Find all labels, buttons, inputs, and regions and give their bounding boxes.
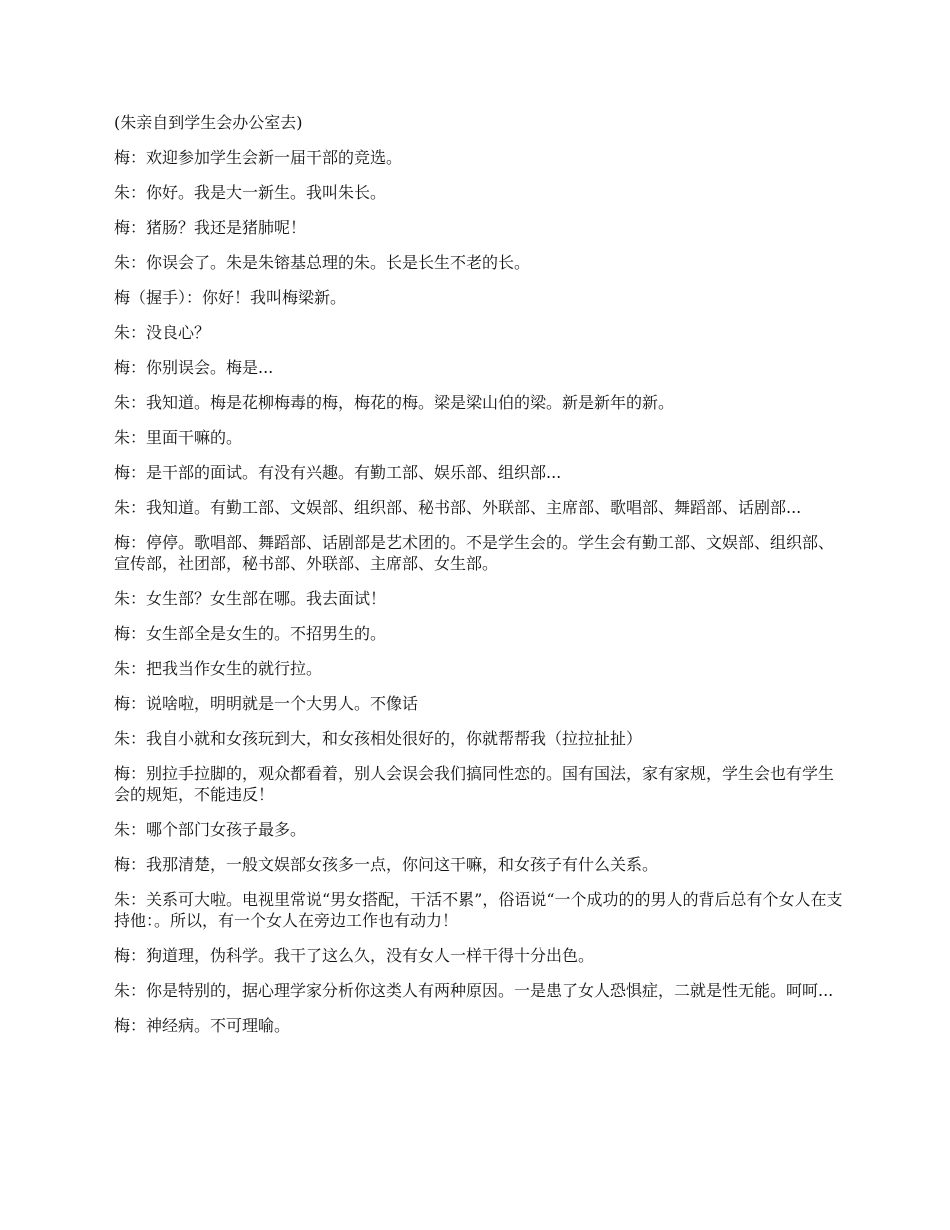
dialogue-line: 朱：我自小就和女孩玩到大，和女孩相处很好的，你就帮帮我（拉拉扯扯） xyxy=(114,729,643,748)
dialogue-line: 梅：你别误会。梅是... xyxy=(114,358,274,377)
dialogue-line: 梅：说啥啦，明明就是一个大男人。不像话 xyxy=(114,694,419,713)
dialogue-line: 朱：里面干嘛的。 xyxy=(114,428,243,447)
stage-direction: (朱亲自到学生会办公室去) xyxy=(114,113,303,132)
dialogue-line: 梅：神经病。不可理喻。 xyxy=(114,1016,291,1035)
dialogue-line: 梅：狗道理，伪科学。我干了这么久，没有女人一样干得十分出色。 xyxy=(114,946,595,965)
dialogue-line: 梅：猪肠？我还是猪肺呢！ xyxy=(114,218,307,237)
dialogue-line: 梅：欢迎参加学生会新一届干部的竞选。 xyxy=(114,148,403,167)
dialogue-line: 朱：你是特别的，据心理学家分析你这类人有两种原因。一是患了女人恐惧症，二就是性无能。呵呵... xyxy=(114,981,834,1000)
dialogue-line: 梅：是干部的面试。有没有兴趣。有勤工部、娱乐部、组织部... xyxy=(114,463,562,482)
dialogue-line: 梅：停停。歌唱部、舞蹈部、话剧部是艺术团的。不是学生会的。学生会有勤工部、文娱部、组织部、宣传部，社团部，秘书部、外联部、主席部、女生部。 xyxy=(114,533,835,573)
dialogue-line: 梅：女生部全是女生的。不招男生的。 xyxy=(114,624,387,643)
dialogue-line: 朱：我知道。梅是花柳梅毒的梅，梅花的梅。梁是梁山伯的梁。新是新年的新。 xyxy=(114,393,675,412)
dialogue-line: 梅：别拉手拉脚的，观众都看着，别人会误会我们搞同性恋的。国有国法，家有家规，学生会也有学生会的规矩，不能违反！ xyxy=(114,764,835,804)
dialogue-line: 朱：没良心？ xyxy=(114,323,211,342)
dialogue-line: 朱：关系可大啦。电视里常说“男女搭配，干活不累”，俗语说“一个成功的的男人的背后总有个女人在支持他：。所以，有一个女人在旁边工作也有动力！ xyxy=(114,890,843,930)
dialogue-line: 朱：你误会了。朱是朱镕基总理的朱。长是长生不老的长。 xyxy=(114,253,531,272)
dialogue-line: 朱：女生部？女生部在哪。我去面试！ xyxy=(114,589,387,608)
document-body xyxy=(114,112,844,1050)
dialogue-line: 朱：我知道。有勤工部、文娱部、组织部、秘书部、外联部、主席部、歌唱部、舞蹈部、话剧部... xyxy=(114,498,802,517)
dialogue-line: 朱：把我当作女生的就行拉。 xyxy=(114,659,323,678)
dialogue-line: 朱：哪个部门女孩子最多。 xyxy=(114,820,307,839)
dialogue-line: 朱：你好。我是大一新生。我叫朱长。 xyxy=(114,183,387,202)
dialogue-line: 梅（握手）：你好！我叫梅梁新。 xyxy=(114,288,347,307)
dialogue-line: 梅：我那清楚，一般文娱部女孩多一点，你问这干嘛，和女孩子有什么关系。 xyxy=(114,855,659,874)
